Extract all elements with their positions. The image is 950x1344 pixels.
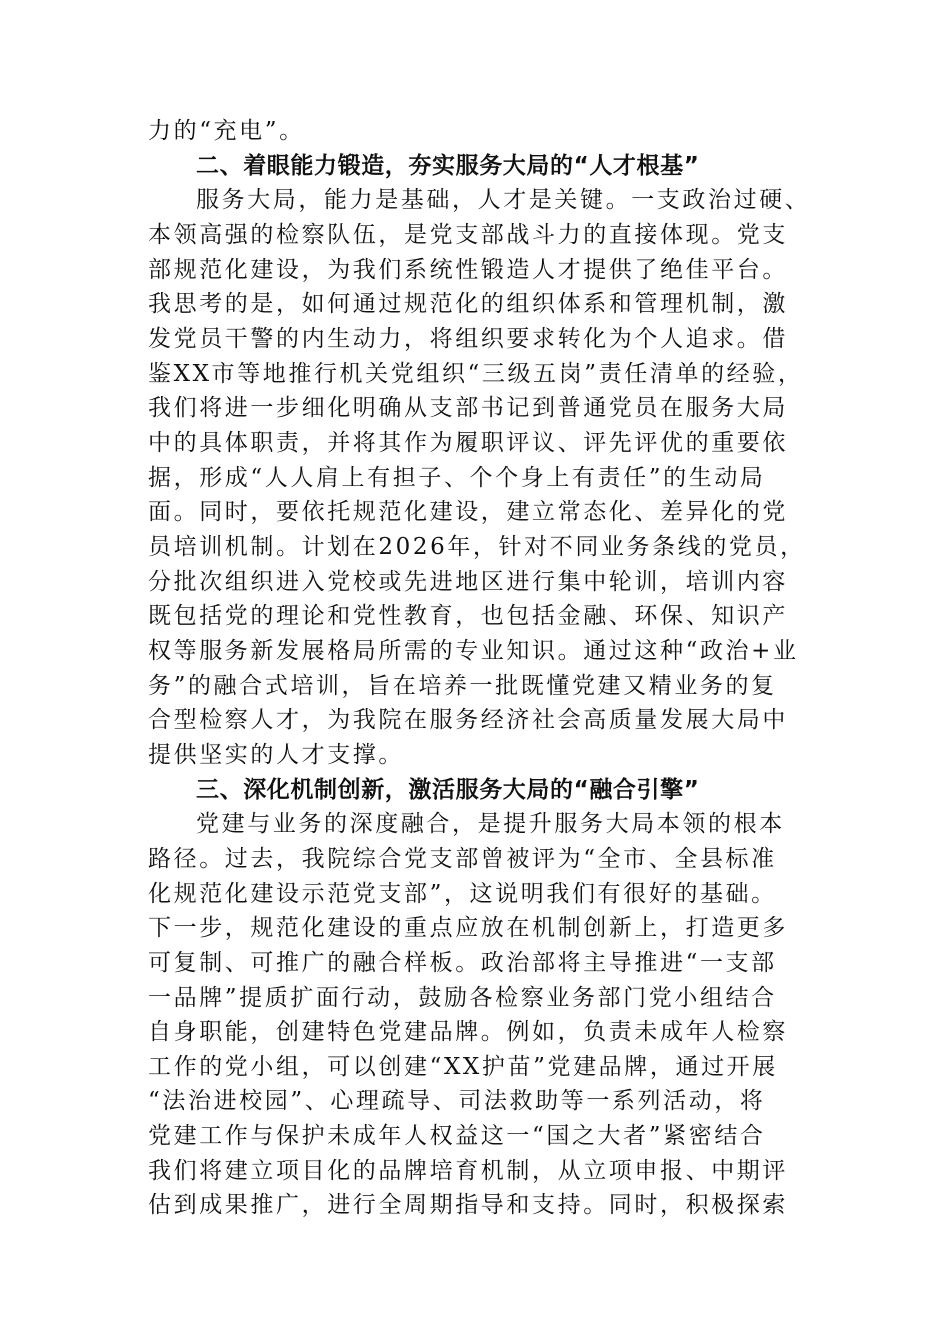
paragraph-line: 分批次组织进入党校或先进地区进行集中轮训，培训内容: [148, 568, 788, 595]
paragraph-line: “法治进校园”、心理疏导、司法救助等一系列活动，将: [148, 1088, 766, 1115]
paragraph-line: 一品牌”提质扩面行动，鼓励各检察业务部门党小组结合: [148, 984, 777, 1011]
paragraph-line: 提供坚实的人才支撑。: [148, 741, 404, 768]
section-heading: 二、着眼能力锻造，夯实服务大局的“人才根基”: [196, 152, 700, 179]
paragraph-line: 本领高强的检察队伍，是党支部战斗力的直接体现。党支: [148, 221, 788, 248]
paragraph-line: 党建工作与保护未成年人权益这一“国之大者”紧密结合: [148, 1123, 766, 1150]
paragraph-line: 部规范化建设，为我们系统性锻造人才提供了绝佳平台。: [148, 256, 788, 283]
paragraph-line: 可复制、可推广的融合样板。政治部将主导推进“一支部: [148, 949, 777, 976]
paragraph-line: 权等服务新发展格局所需的专业知识。通过这种“政治+业: [148, 637, 799, 664]
paragraph-line: 我们将建立项目化的品牌培育机制，从立项申报、中期评: [148, 1157, 788, 1184]
paragraph-line: 服务大局，能力是基础，人才是关键。一支政治过硬、: [196, 187, 811, 214]
paragraph-line: 力的“充电”。: [148, 118, 305, 144]
paragraph-line: 路径。过去，我院综合党支部曾被评为“全市、全县标准: [148, 845, 777, 872]
paragraph-line: 党建与业务的深度融合，是提升服务大局本领的根本: [196, 811, 785, 838]
paragraph-line: 化规范化建设示范党支部”，这说明我们有很好的基础。: [148, 880, 777, 907]
paragraph-line: 估到成果推广，进行全周期指导和支持。同时，积极探索: [148, 1192, 788, 1219]
paragraph-line: 下一步，规范化建设的重点应放在机制创新上，打造更多: [148, 915, 788, 942]
paragraph-line: 据，形成“人人肩上有担子、个个身上有责任”的生动局: [148, 464, 766, 491]
paragraph-line: 合型检察人才，为我院在服务经济社会高质量发展大局中: [148, 707, 788, 734]
section-heading: 三、深化机制创新，激活服务大局的“融合引擎”: [196, 776, 700, 803]
paragraph-line: 面。同时，要依托规范化建设，建立常态化、差异化的党: [148, 499, 788, 526]
paragraph-line: 既包括党的理论和党性教育，也包括金融、环保、知识产: [148, 603, 788, 630]
paragraph-line: 务”的融合式培训，旨在培养一批既懂党建又精业务的复: [148, 672, 777, 699]
paragraph-line: 我思考的是，如何通过规范化的组织体系和管理机制，激: [148, 291, 788, 318]
paragraph-line: 鉴XX市等地推行机关党组织“三级五岗”责任清单的经验，: [148, 360, 804, 387]
paragraph-line: 中的具体职责，并将其作为履职评议、评先评优的重要依: [148, 429, 788, 456]
paragraph-line: 发党员干警的内生动力，将组织要求转化为个人追求。借: [148, 325, 788, 352]
paragraph-line: 员培训机制。计划在2026年，针对不同业务条线的党员，: [148, 533, 806, 560]
paragraph-line: 自身职能，创建特色党建品牌。例如，负责未成年人检察: [148, 1019, 788, 1046]
paragraph-line: 我们将进一步细化明确从支部书记到普通党员在服务大局: [148, 395, 788, 422]
paragraph-line: 工作的党小组，可以创建“XX护苗”党建品牌，通过开展: [148, 1053, 778, 1080]
